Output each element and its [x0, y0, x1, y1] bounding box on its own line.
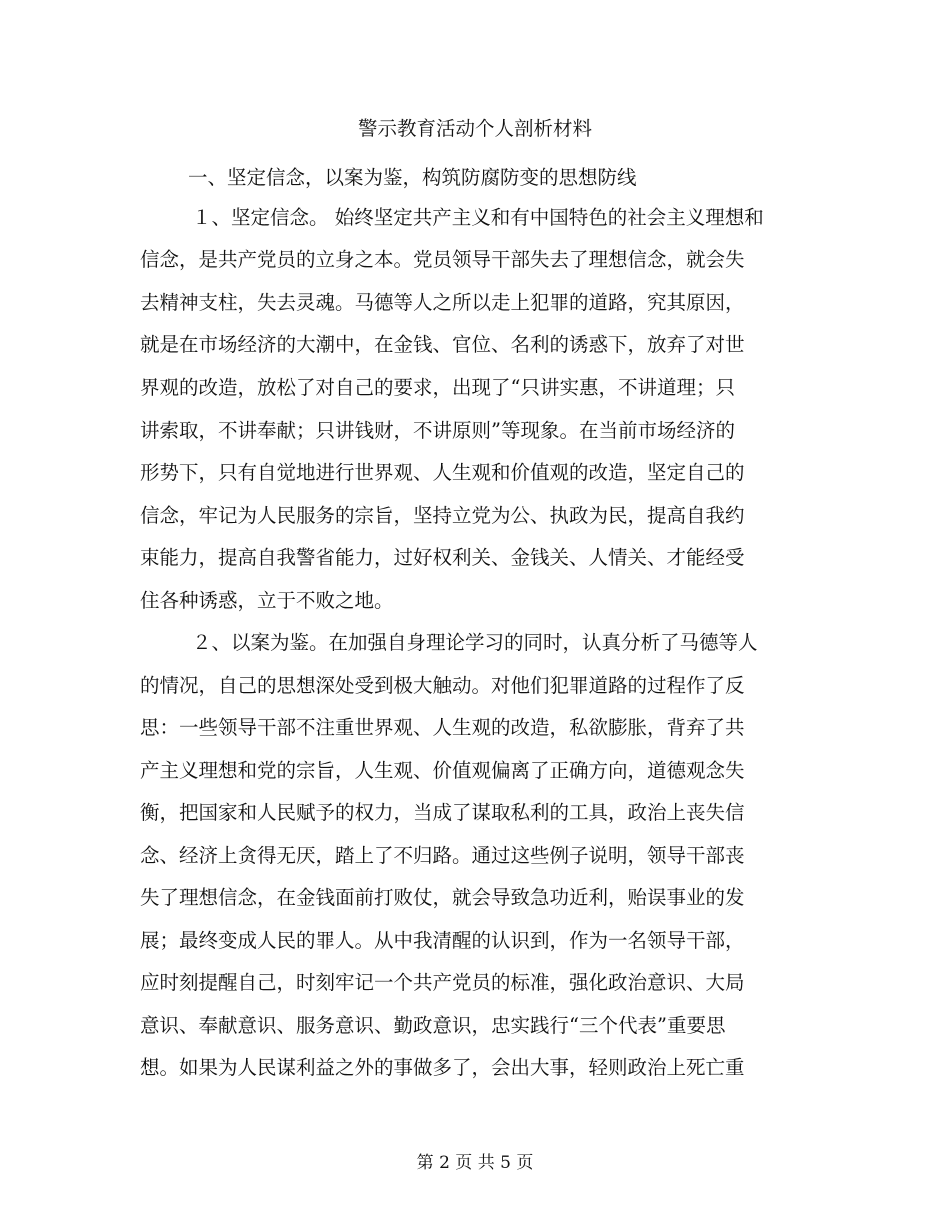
paragraph-line: 的情况，自己的思想深处受到极大触动。对他们犯罪道路的过程作了反 — [140, 674, 745, 697]
paragraph-line: 去精神支柱，失去灵魂。马德等人之所以走上犯罪的道路，究其原因， — [140, 291, 745, 314]
paragraph-line: 念、经济上贪得无厌，踏上了不归路。通过这些例子说明，领导干部丧 — [140, 844, 745, 867]
page-footer: 第 2 页 共 5 页 — [416, 1153, 534, 1173]
paragraph-line: ２、以案为鉴。在加强自身理论学习的同时，认真分析了马德等人 — [192, 631, 758, 654]
paragraph-line: １、坚定信念。 始终坚定共产主义和有中国特色的社会主义理想和 — [192, 206, 764, 229]
section-heading: 一、坚定信念，以案为鉴，构筑防腐防变的思想防线 — [188, 166, 637, 189]
paragraph-line: 意识、奉献意识、服务意识、勤政意识，忠实践行“三个代表”重要思 — [140, 1014, 726, 1037]
paragraph-line: 信念，牢记为人民服务的宗旨，坚持立党为公、执政为民，提高自我约 — [140, 504, 745, 527]
paragraph-line: 思：一些领导干部不注重世界观、人生观的改造，私欲膨胀，背弃了共 — [140, 716, 745, 739]
paragraph-line: 形势下，只有自觉地进行世界观、人生观和价值观的改造，坚定自己的 — [140, 461, 745, 484]
paragraph-line: 住各种诱惑，立于不败之地。 — [140, 589, 394, 612]
paragraph-line: 界观的改造，放松了对自己的要求，出现了“只讲实惠，不讲道理；只 — [140, 376, 735, 399]
paragraph-line: 想。如果为人民谋利益之外的事做多了，会出大事，轻则政治上死亡重 — [140, 1056, 745, 1079]
paragraph-line: 就是在市场经济的大潮中，在金钱、官位、名利的诱惑下，放弃了对世 — [140, 333, 745, 356]
document-title: 警示教育活动个人剖析材料 — [357, 117, 592, 140]
paragraph-line: 展；最终变成人民的罪人。从中我清醒的认识到，作为一名领导干部， — [140, 929, 745, 952]
paragraph-line: 失了理想信念，在金钱面前打败仗，就会导致急功近利，贻误事业的发 — [140, 886, 745, 909]
paragraph-line: 信念，是共产党员的立身之本。党员领导干部失去了理想信念，就会失 — [140, 248, 745, 271]
paragraph-line: 产主义理想和党的宗旨，人生观、价值观偏离了正确方向，道德观念失 — [140, 759, 745, 782]
paragraph-line: 讲索取，不讲奉献；只讲钱财，不讲原则”等现象。在当前市场经济的 — [140, 419, 735, 442]
paragraph-line: 束能力，提高自我警省能力，过好权利关、金钱关、人情关、才能经受 — [140, 546, 745, 569]
paragraph-line: 应时刻提醒自己，时刻牢记一个共产党员的标准，强化政治意识、大局 — [140, 971, 745, 994]
paragraph-line: 衡，把国家和人民赋予的权力，当成了谋取私利的工具，政治上丧失信 — [140, 801, 745, 824]
